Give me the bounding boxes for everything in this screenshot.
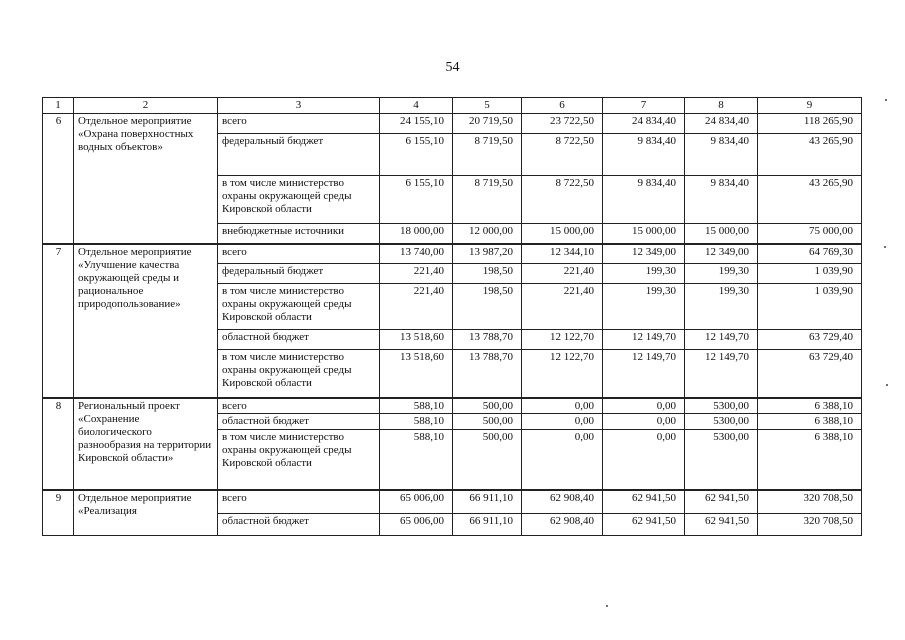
amount-cell: 199,30 bbox=[685, 284, 758, 330]
funding-source: в том числе министерство охраны окружающей среды Кировской области bbox=[218, 176, 380, 224]
amount-cell: 199,30 bbox=[603, 264, 685, 284]
amount-cell: 8 722,50 bbox=[522, 176, 603, 224]
funding-source: всего bbox=[218, 244, 380, 264]
funding-source: в том числе министерство охраны окружающей среды Кировской области bbox=[218, 284, 380, 330]
row-number: 6 bbox=[43, 114, 74, 244]
amount-cell: 320 708,50 bbox=[758, 490, 862, 514]
table-row bbox=[43, 398, 862, 414]
amount-cell: 221,40 bbox=[522, 284, 603, 330]
funding-source: в том числе министерство охраны окружающей среды Кировской области bbox=[218, 430, 380, 490]
amount-cell: 62 941,50 bbox=[603, 514, 685, 536]
header-cell: 6 bbox=[522, 98, 603, 114]
amount-cell: 0,00 bbox=[603, 398, 685, 414]
amount-cell: 13 788,70 bbox=[453, 350, 522, 398]
amount-cell: 65 006,00 bbox=[380, 514, 453, 536]
header-cell: 3 bbox=[218, 98, 380, 114]
amount-cell: 63 729,40 bbox=[758, 350, 862, 398]
amount-cell: 62 941,50 bbox=[685, 514, 758, 536]
row-number: 8 bbox=[43, 398, 74, 490]
amount-cell: 588,10 bbox=[380, 398, 453, 414]
amount-cell: 13 788,70 bbox=[453, 330, 522, 350]
amount-cell: 6 388,10 bbox=[758, 414, 862, 430]
amount-cell: 15 000,00 bbox=[522, 224, 603, 244]
amount-cell: 0,00 bbox=[522, 398, 603, 414]
scan-speck bbox=[884, 246, 886, 248]
table-row bbox=[43, 490, 862, 514]
amount-cell: 6 155,10 bbox=[380, 176, 453, 224]
amount-cell: 0,00 bbox=[603, 430, 685, 490]
scan-speck bbox=[886, 384, 888, 386]
funding-source: федеральный бюджет bbox=[218, 264, 380, 284]
header-cell: 7 bbox=[603, 98, 685, 114]
amount-cell: 6 388,10 bbox=[758, 398, 862, 414]
amount-cell: 9 834,40 bbox=[685, 134, 758, 176]
amount-cell: 0,00 bbox=[522, 430, 603, 490]
amount-cell: 63 729,40 bbox=[758, 330, 862, 350]
amount-cell: 62 908,40 bbox=[522, 514, 603, 536]
amount-cell: 8 719,50 bbox=[453, 176, 522, 224]
amount-cell: 5300,00 bbox=[685, 398, 758, 414]
page-number: 54 bbox=[445, 60, 460, 75]
amount-cell: 13 987,20 bbox=[453, 244, 522, 264]
amount-cell: 320 708,50 bbox=[758, 514, 862, 536]
funding-source: областной бюджет bbox=[218, 330, 380, 350]
amount-cell: 24 155,10 bbox=[380, 114, 453, 134]
amount-cell: 62 941,50 bbox=[603, 490, 685, 514]
header-cell: 4 bbox=[380, 98, 453, 114]
amount-cell: 500,00 bbox=[453, 398, 522, 414]
amount-cell: 12 349,00 bbox=[603, 244, 685, 264]
header-cell: 9 bbox=[758, 98, 862, 114]
amount-cell: 221,40 bbox=[522, 264, 603, 284]
amount-cell: 6 155,10 bbox=[380, 134, 453, 176]
amount-cell: 1 039,90 bbox=[758, 264, 862, 284]
table-row bbox=[43, 114, 862, 134]
amount-cell: 23 722,50 bbox=[522, 114, 603, 134]
funding-source: всего bbox=[218, 114, 380, 134]
table-row bbox=[43, 244, 862, 264]
funding-source: областной бюджет bbox=[218, 514, 380, 536]
amount-cell: 9 834,40 bbox=[603, 134, 685, 176]
amount-cell: 64 769,30 bbox=[758, 244, 862, 264]
measure-name: Отдельное мероприятие «Улучшение качества окружающей среды и рациональное природопользование» bbox=[74, 244, 218, 398]
funding-source: всего bbox=[218, 398, 380, 414]
measure-name: Отдельное мероприятие «Охрана поверхностных водных объектов» bbox=[74, 114, 218, 244]
funding-source: внебюджетные источники bbox=[218, 224, 380, 244]
amount-cell: 75 000,00 bbox=[758, 224, 862, 244]
amount-cell: 15 000,00 bbox=[685, 224, 758, 244]
amount-cell: 66 911,10 bbox=[453, 514, 522, 536]
amount-cell: 5300,00 bbox=[685, 414, 758, 430]
header-cell: 8 bbox=[685, 98, 758, 114]
amount-cell: 12 000,00 bbox=[453, 224, 522, 244]
header-cell: 1 bbox=[43, 98, 74, 114]
row-number: 9 bbox=[43, 490, 74, 536]
amount-cell: 0,00 bbox=[522, 414, 603, 430]
amount-cell: 12 349,00 bbox=[685, 244, 758, 264]
amount-cell: 221,40 bbox=[380, 284, 453, 330]
amount-cell: 62 908,40 bbox=[522, 490, 603, 514]
amount-cell: 13 740,00 bbox=[380, 244, 453, 264]
amount-cell: 24 834,40 bbox=[685, 114, 758, 134]
amount-cell: 24 834,40 bbox=[603, 114, 685, 134]
amount-cell: 66 911,10 bbox=[453, 490, 522, 514]
amount-cell: 20 719,50 bbox=[453, 114, 522, 134]
amount-cell: 199,30 bbox=[603, 284, 685, 330]
amount-cell: 12 122,70 bbox=[522, 350, 603, 398]
funding-source: всего bbox=[218, 490, 380, 514]
amount-cell: 15 000,00 bbox=[603, 224, 685, 244]
header-cell: 5 bbox=[453, 98, 522, 114]
row-number: 7 bbox=[43, 244, 74, 398]
amount-cell: 12 122,70 bbox=[522, 330, 603, 350]
amount-cell: 8 722,50 bbox=[522, 134, 603, 176]
amount-cell: 118 265,90 bbox=[758, 114, 862, 134]
amount-cell: 500,00 bbox=[453, 430, 522, 490]
amount-cell: 12 149,70 bbox=[603, 330, 685, 350]
amount-cell: 6 388,10 bbox=[758, 430, 862, 490]
amount-cell: 9 834,40 bbox=[685, 176, 758, 224]
amount-cell: 221,40 bbox=[380, 264, 453, 284]
amount-cell: 13 518,60 bbox=[380, 350, 453, 398]
amount-cell: 198,50 bbox=[453, 264, 522, 284]
scan-speck bbox=[606, 605, 608, 607]
measure-name: Региональный проект «Сохранение биологического разнообразия на территории Кировской области» bbox=[74, 398, 218, 490]
amount-cell: 12 344,10 bbox=[522, 244, 603, 264]
amount-cell: 1 039,90 bbox=[758, 284, 862, 330]
funding-source: федеральный бюджет bbox=[218, 134, 380, 176]
amount-cell: 500,00 bbox=[453, 414, 522, 430]
amount-cell: 199,30 bbox=[685, 264, 758, 284]
amount-cell: 13 518,60 bbox=[380, 330, 453, 350]
amount-cell: 43 265,90 bbox=[758, 134, 862, 176]
amount-cell: 62 941,50 bbox=[685, 490, 758, 514]
amount-cell: 198,50 bbox=[453, 284, 522, 330]
amount-cell: 12 149,70 bbox=[685, 350, 758, 398]
amount-cell: 588,10 bbox=[380, 430, 453, 490]
scan-speck bbox=[885, 99, 887, 101]
budget-table bbox=[42, 97, 862, 536]
funding-source: в том числе министерство охраны окружающей среды Кировской области bbox=[218, 350, 380, 398]
amount-cell: 12 149,70 bbox=[685, 330, 758, 350]
amount-cell: 0,00 bbox=[603, 414, 685, 430]
amount-cell: 588,10 bbox=[380, 414, 453, 430]
header-cell: 2 bbox=[74, 98, 218, 114]
amount-cell: 5300,00 bbox=[685, 430, 758, 490]
amount-cell: 43 265,90 bbox=[758, 176, 862, 224]
measure-name: Отдельное мероприятие «Реализация bbox=[74, 490, 218, 536]
amount-cell: 18 000,00 bbox=[380, 224, 453, 244]
amount-cell: 8 719,50 bbox=[453, 134, 522, 176]
funding-source: областной бюджет bbox=[218, 414, 380, 430]
amount-cell: 9 834,40 bbox=[603, 176, 685, 224]
header-row bbox=[43, 98, 862, 114]
amount-cell: 65 006,00 bbox=[380, 490, 453, 514]
amount-cell: 12 149,70 bbox=[603, 350, 685, 398]
